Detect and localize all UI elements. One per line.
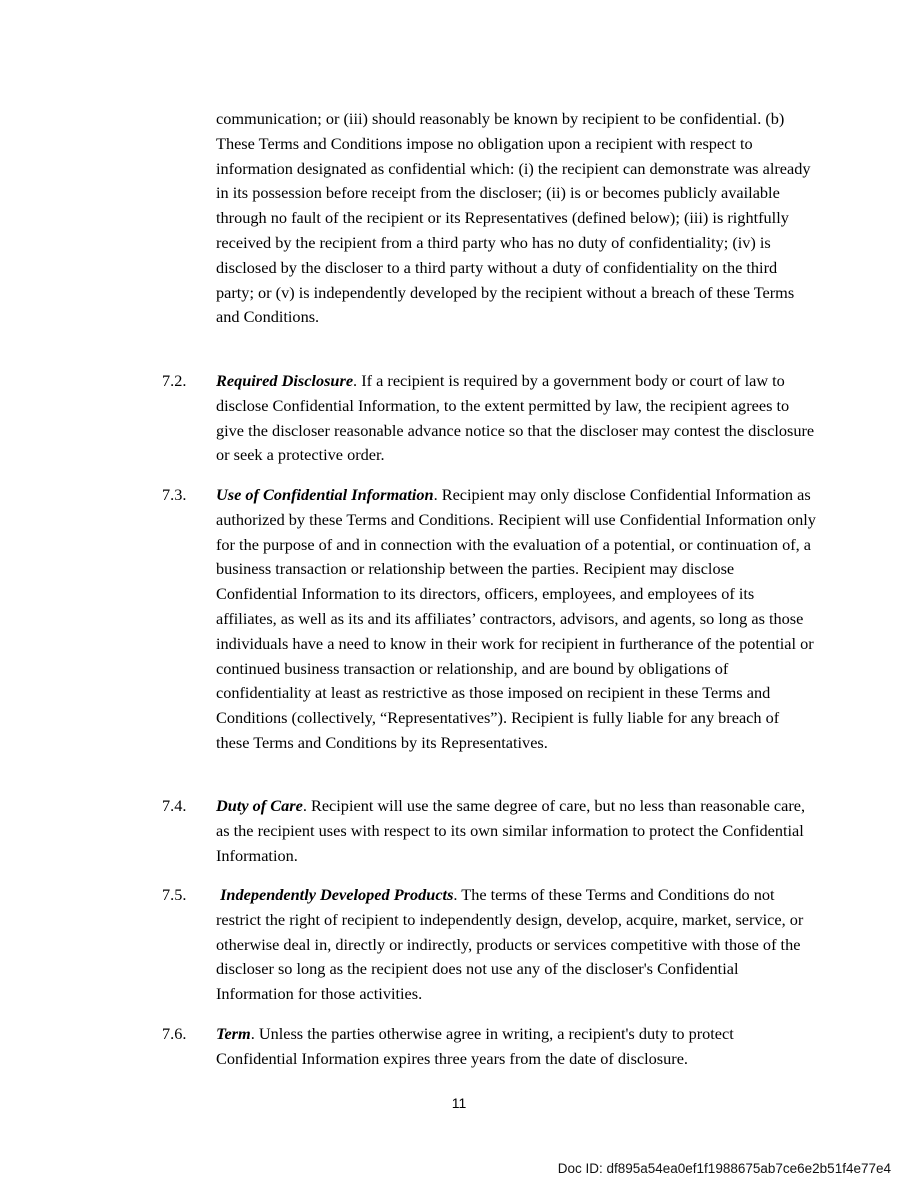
section-7-2-heading: Required Disclosure <box>216 371 354 390</box>
section-number-7-4: 7.4. <box>162 796 187 815</box>
section-7-2-paragraph <box>216 369 816 468</box>
section-number-7-6: 7.6. <box>162 1024 187 1043</box>
section-7-3-text: . Recipient may only disclose Confidential Information as authorized by these Terms and Conditions. Recipient will use Confidential Information only for the purpose of and in connection with the evaluation of a potential, or continuation of, a business transaction or relationship between the parties. Recipient may disclose Confidential Information to its directors, officers, employees, and employees of its affiliates, as well as its and its affiliates’ contractors, advisors, and agents, so long as those individuals have a need to know in their work for recipient in furtherance of the potential or continued business transaction or relationship, and are bound by obligations of confidentiality at least as restrictive as those imposed on recipient in these Terms and Conditions (collectively, “Representatives”). Recipient is fully liable for any breach of these Terms and Conditions by its Representatives. <box>216 485 816 752</box>
section-number-7-2: 7.2. <box>162 371 187 390</box>
section-7-6-text: . Unless the parties otherwise agree in writing, a recipient's duty to protect Confidential Information expires three years from the date of disclosure. <box>216 1024 734 1068</box>
continuation-paragraph: communication; or (iii) should reasonably be known by recipient to be confidential. (b) These Terms and Conditions impose no obligation upon a recipient with respect to information designated as confidential which: (i) the recipient can demonstrate was already in its possession before receipt from the discloser; (ii) is or becomes publicly available through no fault of the recipient or its Representatives (defined below); (iii) is rightfully received by the recipient from a third party who has no duty of confidentiality; (iv) is disclosed by the discloser to a third party without a duty of confidentiality on the third party; or (v) is independently developed by the recipient without a breach of these Terms and Conditions. <box>216 109 811 327</box>
section-7-3-paragraph <box>216 483 816 756</box>
section-7-6-heading: Term <box>216 1024 251 1043</box>
section-7-3-heading: Use of Confidential Information <box>216 485 434 504</box>
section-7-5-paragraph <box>216 883 816 1007</box>
section-7-6-paragraph <box>216 1022 816 1072</box>
section-7-5-heading: Independently Developed Products <box>220 885 454 904</box>
section-7-5-text: . The terms of these Terms and Conditions do not restrict the right of recipient to independently design, develop, acquire, market, service, or otherwise deal in, directly or indirectly, products or services competitive with those of the discloser so long as the recipient does not use any of the discloser's Confidential Information for those activities. <box>216 885 804 1004</box>
section-7-4-paragraph <box>216 794 816 868</box>
section-7-2-text: . If a recipient is required by a government body or court of law to disclose Confidential Information, to the extent permitted by law, the recipient agrees to give the discloser reasonable advance notice so that the discloser may contest the disclosure or seek a protective order. <box>216 371 815 465</box>
section-number-7-5: 7.5. <box>162 885 187 904</box>
section-7-4-heading: Duty of Care <box>216 796 303 815</box>
section-7-4-text: . Recipient will use the same degree of care, but no less than reasonable care, as the recipient uses with respect to its own similar information to protect the Confidential Information. <box>216 796 806 865</box>
doc-id-footer: Doc ID: df895a54ea0ef1f1988675ab7ce6e2b51f4e77e4 <box>557 1161 891 1176</box>
page-number: 11 <box>451 1095 467 1111</box>
section-number-7-3: 7.3. <box>162 485 187 504</box>
